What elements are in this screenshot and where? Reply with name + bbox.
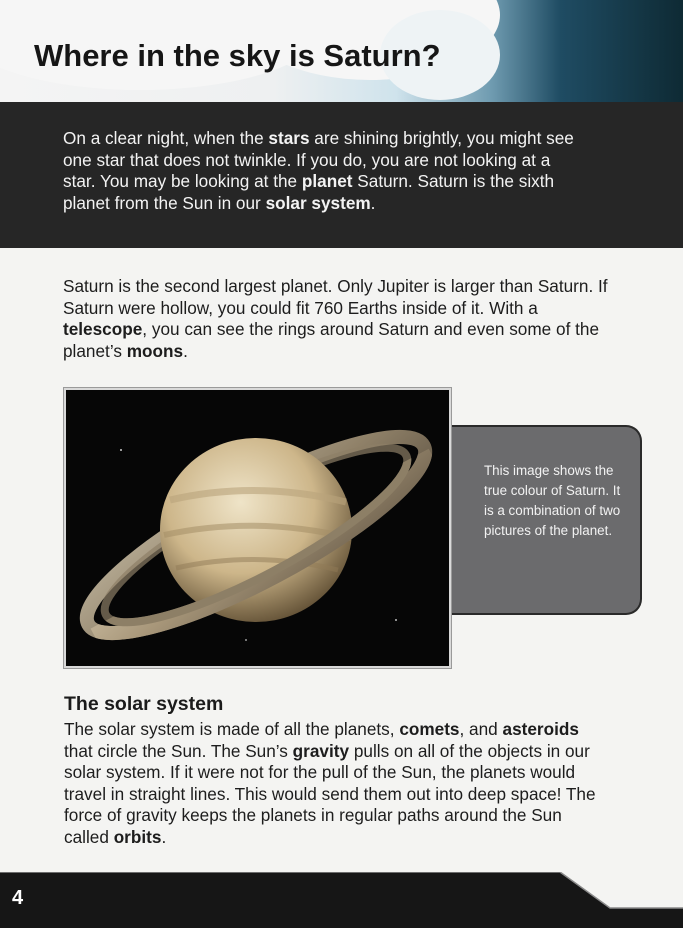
glossary-term-solar-system: solar system: [265, 192, 371, 213]
solar-system-paragraph: The solar system is made of all the planets, comets, and asteroids that circle the Sun. The Sun’s gravity pulls on all of the objects in our solar system. If it were not for the pull of the Sun, the planets would travel in straight lines. This would send them out into deep space! The force of gravity keeps the planets in regular paths around the Sun called orbits.: [64, 719, 596, 847]
glossary-term-orbits: orbits: [113, 826, 162, 847]
section-heading: The solar system: [64, 693, 224, 715]
saturn-image: [66, 390, 449, 666]
glossary-term-moons: moons: [126, 340, 184, 361]
intro-paragraph: On a clear night, when the stars are shining brightly, you might see one star that does not twinkle. If you do, you are not looking at a star. You may be looking at the planet Saturn. Saturn is the sixth planet from the Sun in our solar system.: [63, 128, 574, 213]
photo-caption: This image shows the true colour of Saturn. It is a combination of two pictures of the planet.: [484, 463, 621, 538]
glossary-term-planet: planet: [301, 171, 353, 191]
saturn-size-paragraph: Saturn is the second largest planet. Only Jupiter is larger than Saturn. If Saturn were hollow, you could fit 760 Earths inside of it. With a telescope, you can see the rings around Saturn and even some of the planet’s moons.: [63, 276, 608, 361]
glossary-term-gravity: gravity: [292, 740, 350, 761]
page-number: 4: [12, 887, 24, 909]
glossary-term-telescope: telescope: [63, 319, 143, 339]
glossary-term-stars: stars: [268, 128, 310, 148]
page-footer-band: [0, 872, 683, 928]
glossary-term-asteroids: asteroids: [502, 719, 579, 739]
saturn-photo: [64, 388, 451, 668]
glossary-term-comets: comets: [399, 719, 460, 739]
page-title: Where in the sky is Saturn?: [34, 38, 441, 73]
